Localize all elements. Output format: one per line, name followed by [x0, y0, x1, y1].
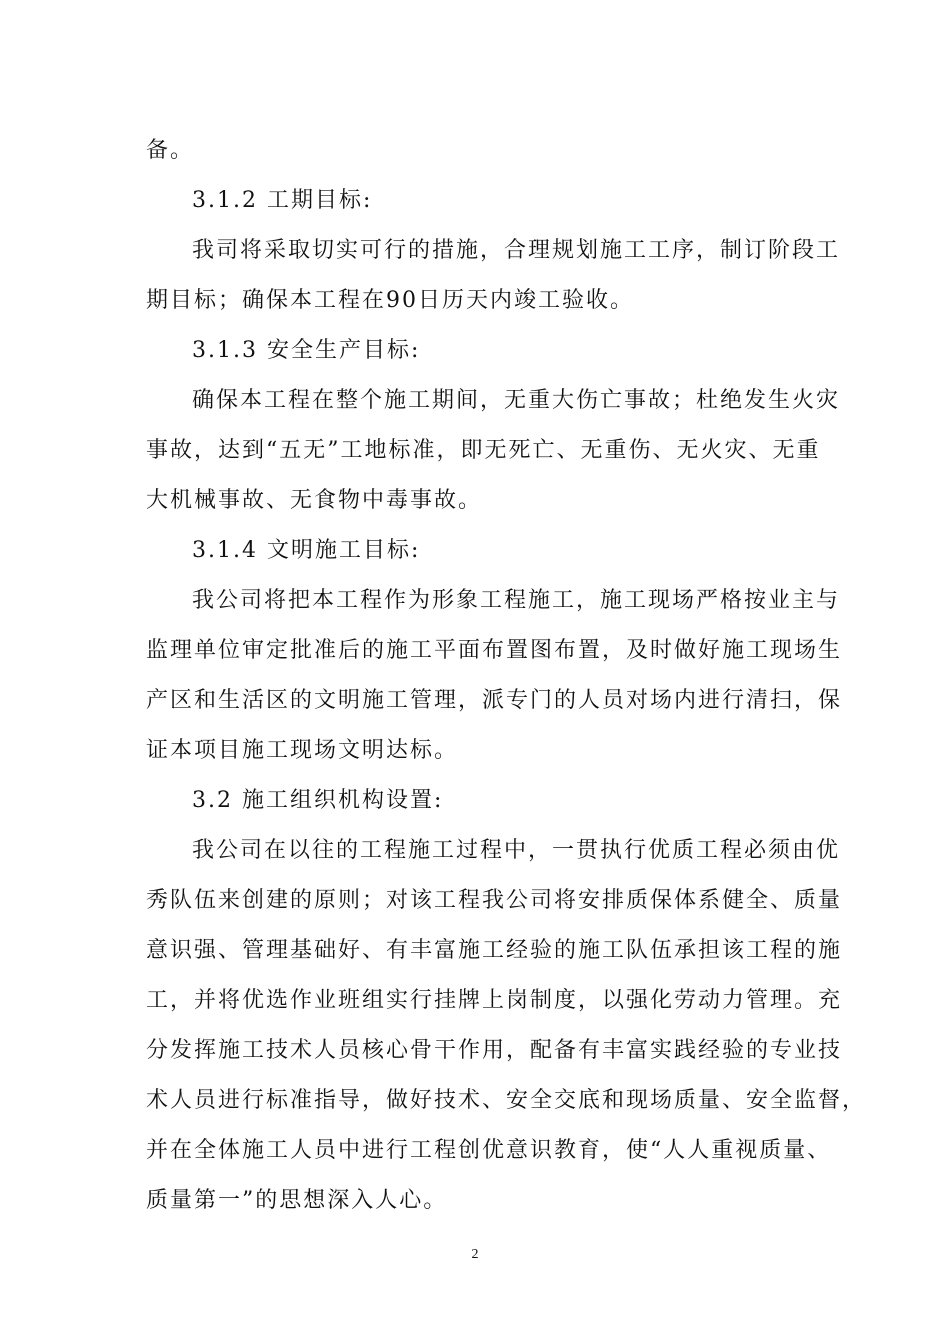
paragraph-line: 意识强、管理基础好、有丰富施工经验的施工队伍承担该工程的施	[146, 938, 843, 963]
section-heading-3-1-3: 3.1.3 安全生产目标:	[192, 338, 421, 363]
paragraph-line: 期目标；确保本工程在90日历天内竣工验收。	[146, 288, 634, 313]
paragraph-line: 事故，达到“五无”工地标准，即无死亡、无重伤、无火灾、无重	[146, 438, 821, 463]
paragraph-line: 我司将采取切实可行的措施，合理规划施工工序，制订阶段工	[192, 238, 841, 263]
paragraph-line: 我公司将把本工程作为形象工程施工，施工现场严格按业主与	[192, 588, 841, 613]
paragraph-line: 并在全体施工人员中进行工程创优意识教育，使“人人重视质量、	[146, 1138, 832, 1163]
paragraph-line: 工，并将优选作业班组实行挂牌上岗制度，以强化劳动力管理。充	[146, 988, 843, 1013]
paragraph-line: 大机械事故、无食物中毒事故。	[146, 488, 483, 513]
section-heading-3-2: 3.2 施工组织机构设置:	[192, 788, 444, 813]
paragraph-line: 确保本工程在整个施工期间，无重大伤亡事故；杜绝发生火灾	[192, 388, 841, 413]
paragraph-line: 分发挥施工技术人员核心骨干作用，配备有丰富实践经验的专业技	[146, 1038, 843, 1063]
paragraph-line: 我公司在以往的工程施工过程中，一贯执行优质工程必须由优	[192, 838, 841, 863]
page-number: 2	[471, 1247, 479, 1262]
section-heading-3-1-2: 3.1.2 工期目标:	[192, 188, 373, 213]
paragraph-line: 证本项目施工现场文明达标。	[146, 738, 459, 763]
paragraph-line: 监理单位审定批准后的施工平面布置图布置，及时做好施工现场生	[146, 638, 843, 663]
paragraph-line: 秀队伍来创建的原则；对该工程我公司将安排质保体系健全、质量	[146, 888, 843, 913]
paragraph-line: 产区和生活区的文明施工管理，派专门的人员对场内进行清扫，保	[146, 688, 843, 713]
paragraph-line: 质量第一”的思想深入人心。	[146, 1188, 448, 1213]
paragraph-line: 术人员进行标准指导，做好技术、安全交底和现场质量、安全监督，	[146, 1088, 867, 1113]
paragraph-line: 备。	[146, 138, 195, 163]
section-heading-3-1-4: 3.1.4 文明施工目标:	[192, 538, 421, 563]
